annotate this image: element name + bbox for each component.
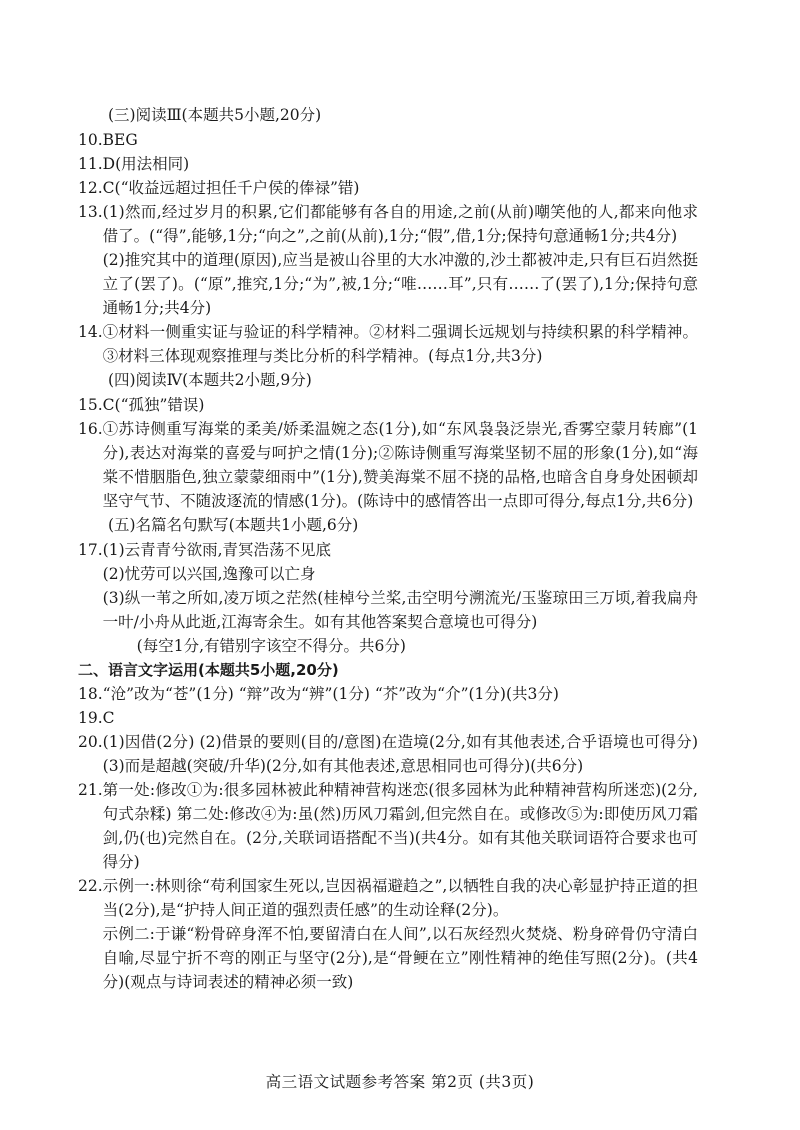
answer-scoring-note: (每空1分,有错别字该空不得分。共6分) bbox=[136, 637, 406, 655]
answer-text: C(“收益远超过担任千户侯的俸禄”错) bbox=[102, 179, 360, 197]
answer-number: 14. bbox=[78, 323, 103, 341]
answer-text: ①材料一侧重实证与验证的科学精神。②材料二强调长远规划与持续积累的科学精神。③材料三体现观察推理与类比分析的科学精神。(每点1分,共3分) bbox=[102, 323, 698, 365]
answer-12 bbox=[78, 176, 698, 200]
answer-text: “沧”改为“苍”(1分) “辩”改为“辨”(1分) “芥”改为“介”(1分)(共3分) bbox=[102, 685, 559, 703]
answer-text-part-1: (1)云青青兮欲雨,青冥浩荡不见底 bbox=[102, 541, 332, 559]
page-footer: 高三语文试题参考答案 第2页 (共3页) bbox=[265, 1073, 535, 1091]
answer-number: 17. bbox=[78, 541, 103, 559]
answer-19 bbox=[78, 706, 698, 730]
answer-number: 12. bbox=[78, 179, 103, 197]
page-content bbox=[78, 103, 698, 994]
answer-number: 20. bbox=[78, 733, 103, 751]
answer-18 bbox=[78, 682, 698, 706]
answer-text: 第一处:修改①为:很多园林被此种精神营构迷恋(很多园林为此种精神营构所迷恋)(2分,句式杂糅) 第二处:修改④为:虽(然)历风刀霜剑,但完然自在。或修改⑤为:即使历风刀霜剑,仍(也)完然自在。(2分,关联词语搭配不当)(共4分。如有其他关联词语符合要求也可得分) bbox=[102, 781, 698, 871]
answer-14 bbox=[78, 320, 698, 368]
answer-example-2: 示例二:于谦“粉骨碎身浑不怕,要留清白在人间”,以石灰经烈火焚烧、粉身碎骨仍守清白自喻,尽显宁折不弯的刚正与坚守(2分),是“骨鲠在立”刚性精神的绝佳写照(2分)。(共4分)(观点与诗词表述的精神必须一致) bbox=[102, 925, 698, 991]
answer-number: 21. bbox=[78, 781, 103, 799]
answer-number: 19. bbox=[78, 709, 103, 727]
answer-17 bbox=[78, 538, 698, 658]
answer-text: ①苏诗侧重写海棠的柔美/娇柔温婉之态(1分),如“东风袅袅泛崇光,香雾空蒙月转廊”(1分),表达对海棠的喜爱与呵护之情(1分);②陈诗侧重写海棠坚韧不屈的形象(1分),如“海棠不惜胭脂色,独立蒙蒙细雨中”(1分),赞美海棠不屈不挠的品格,也暗含自身身处困顿却坚守气节、不随波逐流的情感(1分)。(陈诗中的感情答出一点即可得分,每点1分,共6分) bbox=[102, 420, 698, 510]
answer-number: 18. bbox=[78, 685, 103, 703]
answer-text: D(用法相同) bbox=[102, 155, 190, 173]
part-heading-language-use: 二、语言文字运用(本题共5小题,20分) bbox=[78, 661, 339, 679]
answer-10 bbox=[78, 128, 698, 152]
section-heading-reading-4: (四)阅读Ⅳ(本题共2小题,9分) bbox=[108, 371, 312, 389]
answer-11 bbox=[78, 152, 698, 176]
section-heading-reading-3: (三)阅读Ⅲ(本题共5小题,20分) bbox=[108, 106, 322, 124]
answer-number: 10. bbox=[78, 131, 103, 149]
answer-text-part-2: (2)忧劳可以兴国,逸豫可以亡身 bbox=[102, 565, 316, 583]
answer-22 bbox=[78, 874, 698, 994]
answer-text: BEG bbox=[102, 131, 138, 149]
section-heading-recitation: (五)名篇名句默写(本题共1小题,6分) bbox=[108, 516, 359, 534]
answer-20 bbox=[78, 730, 698, 778]
answer-15 bbox=[78, 393, 698, 417]
answer-text-part-1: (1)然而,经过岁月的积累,它们都能够有各自的用途,之前(从前)嘲笑他的人,都来向他求借了。(“得”,能够,1分;“向之”,之前(从前),1分;“假”,借,1分;保持句意通畅1分;共4分) bbox=[102, 203, 698, 245]
answer-number: 22. bbox=[78, 877, 103, 895]
answer-number: 16. bbox=[78, 420, 103, 438]
answer-example-1: 示例一:林则徐“苟利国家生死以,岂因祸福避趋之”,以牺牲自我的决心彰显护持正道的担当(2分),是“护持人间正道的强烈责任感”的生动诠释(2分)。 bbox=[102, 877, 698, 919]
answer-text: (1)因借(2分) (2)借景的要则(目的/意图)在造境(2分,如有其他表述,合乎语境也可得分) (3)而是超越(突破/升华)(2分,如有其他表述,意思相同也可得分)(共6分) bbox=[102, 733, 698, 775]
answer-text-part-3: (3)纵一苇之所如,凌万顷之茫然(桂棹兮兰桨,击空明兮溯流光/玉鉴琼田三万顷,着我扁舟一叶/小舟从此逝,江海寄余生。如有其他答案契合意境也可得分) bbox=[102, 589, 698, 631]
answer-16 bbox=[78, 417, 698, 513]
answer-21 bbox=[78, 778, 698, 874]
answer-text: C bbox=[102, 709, 115, 727]
answer-text-part-2: (2)推究其中的道理(原因),应当是被山谷里的大水冲激的,沙土都被冲走,只有巨石岿然挺立了(罢了)。(“原”,推究,1分;“为”,被,1分;“唯……耳”,只有……了(罢了),1分;保持句意通畅1分;共4分) bbox=[102, 251, 698, 317]
answer-number: 15. bbox=[78, 396, 103, 414]
answer-13 bbox=[78, 200, 698, 320]
answer-number: 13. bbox=[78, 203, 103, 221]
answer-number: 11. bbox=[78, 155, 103, 173]
answer-text: C(“孤独”错误) bbox=[102, 396, 205, 414]
